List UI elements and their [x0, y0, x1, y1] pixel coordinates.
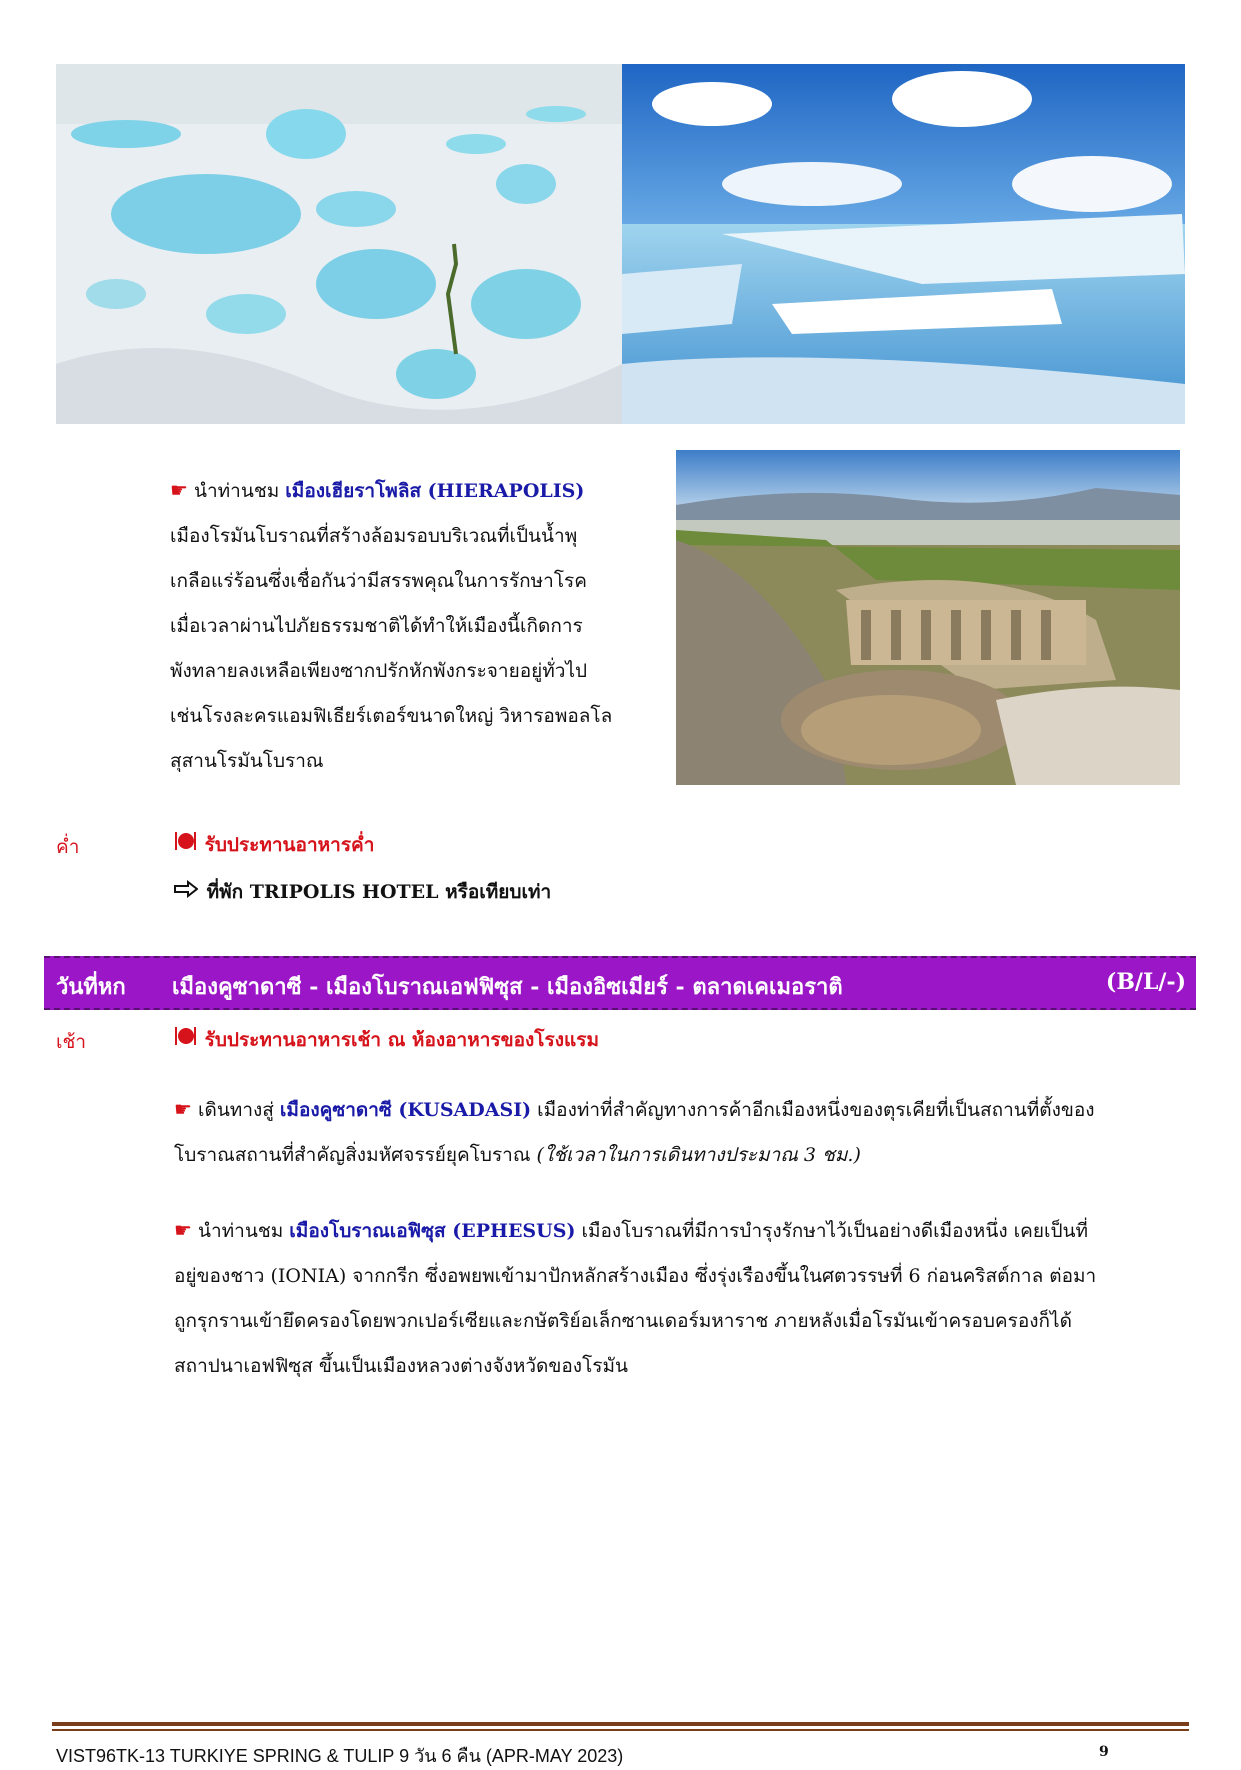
- breakfast-row: [174, 1025, 599, 1055]
- dinner-text: รับประทานอาหารค่ำ: [204, 834, 375, 856]
- day-meals: (B/L/-): [1105, 969, 1186, 995]
- intro-line: สุสานโรมันโบราณ: [170, 750, 324, 772]
- hierapolis-theatre-photo: [676, 450, 1180, 785]
- ephesus-paragraph: [174, 1208, 1189, 1389]
- ephesus-lead: นำท่านชม: [197, 1220, 284, 1242]
- dinner-label: ค่ำ: [56, 836, 80, 858]
- ephesus-line: อยู่ของชาว (IONIA) จากกรีก ซึ่งอพยพเข้ามาปักหลักสร้างเมือง ซึ่งรุ่งเรืองขึ้นในศตวรรษที่ 6 ก่อนคริสต์กาล ต่อมา: [174, 1265, 1097, 1287]
- kusadasi-lead: เดินทางสู่: [197, 1099, 274, 1121]
- ephesus-line: สถาปนาเอฟฟิซุส ขึ้นเป็นเมืองหลวงต่างจังหวัดของโรมัน: [174, 1355, 628, 1377]
- intro-line: เมืองโรมันโบราณที่สร้างล้อมรอบบริเวณที่เป็นน้ำพุ: [170, 525, 578, 547]
- page-number: 9: [1099, 1744, 1109, 1760]
- day-title: เมืองคูซาดาซี - เมืองโบราณเอฟฟิซุส - เมืองอิซเมียร์ - ตลาดเคเมอราติ: [172, 974, 843, 1000]
- day-label: วันที่หก: [56, 974, 126, 1000]
- kusadasi-paragraph: [174, 1087, 1189, 1178]
- hierapolis-paragraph: [170, 468, 660, 784]
- ephesus-first-line: [174, 1208, 1189, 1254]
- intro-line: พังทลายลงเหลือเพียงซากปรักหักพังกระจายอยู่ทั่วไป: [170, 660, 588, 682]
- pointer-hand-icon: ☛: [174, 1097, 192, 1121]
- footer-rule: [52, 1722, 1189, 1726]
- fork-knife-icon: [174, 831, 198, 856]
- footer-program-code: VIST96TK-13 TURKIYE SPRING & TULIP 9 วัน 6 คืน (APR-MAY 2023): [56, 1746, 624, 1766]
- footer-rule: [52, 1729, 1189, 1731]
- kusadasi-second-line: [174, 1133, 1189, 1178]
- intro-line: เช่นโรงละครแอมฟิเธียร์เตอร์ขนาดใหญ่ วิหารอพอลโล: [170, 705, 613, 727]
- pointer-hand-icon: ☛: [174, 1218, 192, 1242]
- kusadasi-travel-time: (ใช้เวลาในการเดินทางประมาณ 3 ชม.): [536, 1144, 861, 1166]
- breakfast-text: รับประทานอาหารเช้า ณ ห้องอาหารของโรงแรม: [204, 1029, 599, 1051]
- hotel-row: [174, 877, 551, 907]
- hotel-text: ที่พัก TRIPOLIS HOTEL หรือเทียบเท่า: [206, 881, 552, 903]
- hierapolis-place-name: เมืองเฮียราโพลิส (HIERAPOLIS): [285, 480, 585, 502]
- intro-line: เมื่อเวลาผ่านไปภัยธรรมชาติได้ทำให้เมืองนี้เกิดการ: [170, 615, 583, 637]
- ephesus-line1-rest: เมืองโบราณที่มีการบำรุงรักษาไว้เป็นอย่างดีเมืองหนึ่ง เคยเป็นที่: [581, 1220, 1089, 1242]
- kusadasi-line1-rest: เมืองท่าที่สำคัญทางการค้าอีกเมืองหนึ่งของตุรเคียที่เป็นสถานที่ตั้งของ: [537, 1099, 1095, 1121]
- pamukkale-sky-photo: [622, 64, 1185, 424]
- pointing-hand-icon: [174, 880, 200, 903]
- pamukkale-terraces-photo: [56, 64, 622, 424]
- fork-knife-icon: [174, 1026, 198, 1051]
- day-header-bar: [44, 956, 1196, 1010]
- breakfast-label: เช้า: [56, 1031, 87, 1053]
- hierapolis-heading-line: [170, 468, 660, 514]
- intro-lead: นำท่านชม: [193, 480, 280, 502]
- intro-line: เกลือแร่ร้อนซึ่งเชื่อกันว่ามีสรรพคุณในการรักษาโรค: [170, 570, 587, 592]
- ephesus-line: ถูกรุกรานเข้ายึดครองโดยพวกเปอร์เซียและกษัตริย์อเล็กซานเดอร์มหาราช ภายหลังเมื่อโรมันเข้าครอบครองก็ได้: [174, 1310, 1072, 1332]
- kusadasi-place-name: เมืองคูซาดาซี (KUSADASI): [279, 1099, 532, 1121]
- ephesus-place-name: เมืองโบราณเอฟิซุส (EPHESUS): [289, 1220, 576, 1242]
- dinner-row: [174, 830, 374, 860]
- pointer-hand-icon: ☛: [170, 478, 188, 502]
- kusadasi-line2: โบราณสถานที่สำคัญสิ่งมหัศจรรย์ยุคโบราณ: [174, 1144, 531, 1166]
- kusadasi-first-line: [174, 1087, 1189, 1133]
